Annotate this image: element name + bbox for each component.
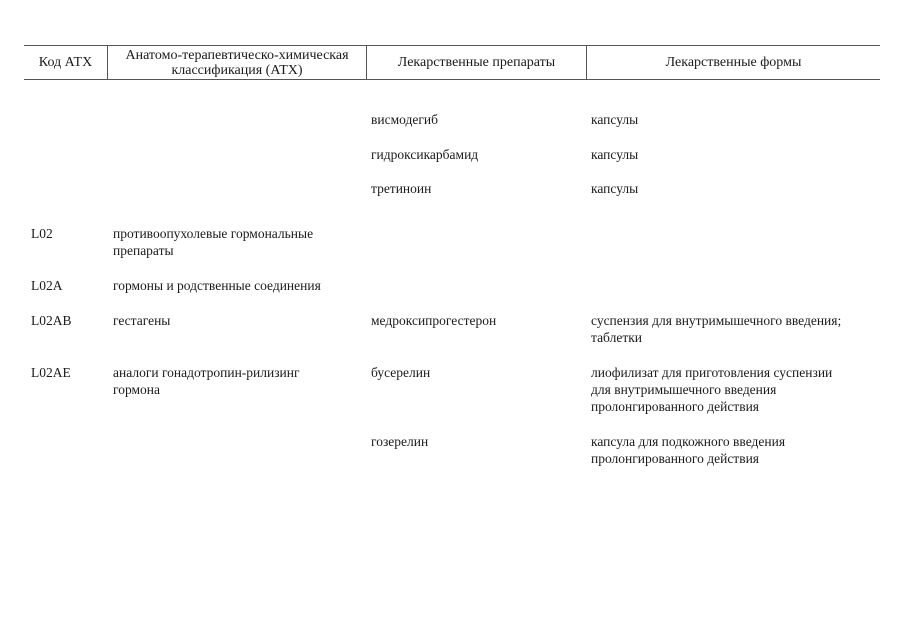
table-row-code: L02A bbox=[31, 278, 63, 293]
table-row-code: L02AE bbox=[31, 365, 71, 380]
table-row-drug: гидроксикарбамид bbox=[371, 147, 479, 162]
table-row-drug: бусерелин bbox=[371, 365, 431, 380]
header-classification: Анатомо-терапевтическо-химическая классификация (АТХ) bbox=[107, 46, 367, 79]
header-forms: Лекарственные формы bbox=[665, 55, 802, 70]
table-row-classification: противоопухолевые гормональные препараты bbox=[113, 226, 314, 258]
table-row-form: капсулы bbox=[591, 112, 639, 127]
table-row-form: лиофилизат для приготовления суспензии для внутримышечного введения пролонгированного действия bbox=[591, 365, 833, 414]
table-row-code: L02AB bbox=[31, 313, 72, 328]
table-header bbox=[24, 45, 880, 80]
table-row-drug: медроксипрогестерон bbox=[371, 313, 497, 328]
table-row-form: капсулы bbox=[591, 181, 639, 196]
header-drugs: Лекарственные препараты bbox=[367, 46, 587, 79]
table-row-form: капсулы bbox=[591, 147, 639, 162]
table-row-form: капсула для подкожного введения пролонгированного действия bbox=[591, 434, 786, 466]
header-code: Код АТХ bbox=[38, 55, 93, 70]
table-row-form: суспензия для внутримышечного введения; таблетки bbox=[591, 313, 842, 345]
table-row-classification: гормоны и родственные соединения bbox=[113, 278, 321, 293]
table-row-code: L02 bbox=[31, 226, 53, 241]
table-row-drug: висмодегиб bbox=[371, 112, 438, 127]
table-row-drug: третиноин bbox=[371, 181, 432, 196]
table-row-classification: гестагены bbox=[113, 313, 171, 328]
table-row-drug: гозерелин bbox=[371, 434, 429, 449]
table-row-classification: аналоги гонадотропин-рилизинг гормона bbox=[113, 365, 300, 397]
